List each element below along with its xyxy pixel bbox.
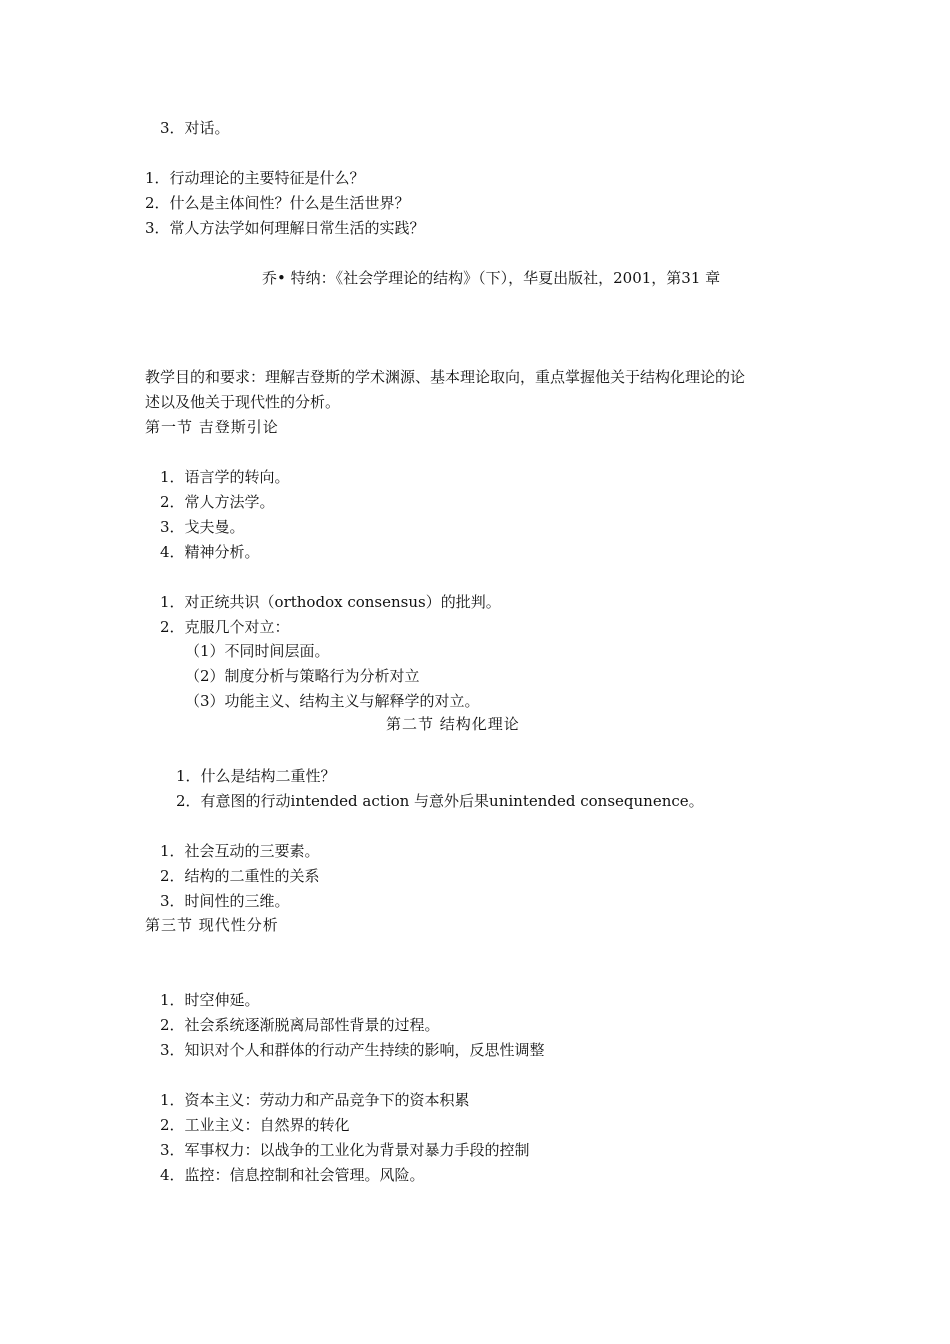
list-item: 4．精神分析。 [160,543,260,561]
list-item: 2．工业主义：自然界的转化 [160,1116,350,1134]
paragraph-line: 述以及他关于现代性的分析。 [145,393,341,411]
list-item: 1．语言学的转向。 [160,468,290,486]
list-item: 4．监控：信息控制和社会管理。风险。 [160,1166,425,1184]
list-item: 1．资本主义：劳动力和产品竞争下的资本积累 [160,1091,470,1109]
list-item: 1．行动理论的主要特征是什么？ [145,169,365,187]
list-item: 2．常人方法学。 [160,493,275,511]
list-item: 3．戈夫曼。 [160,518,245,536]
list-item: 1．时空伸延。 [160,991,260,1009]
list-item: 2．结构的二重性的关系 [160,867,320,885]
section-title: 第一节 吉登斯引论 [145,418,279,436]
sub-list-item: （3）功能主义、结构主义与解释学的对立。 [185,692,480,710]
list-item: 2．有意图的行动intended action 与意外后果unintended consequnence。 [176,792,704,810]
list-item: 1．社会互动的三要素。 [160,842,320,860]
sub-list-item: （2）制度分析与策略行为分析对立 [185,667,420,685]
list-item: 3．知识对个人和群体的行动产生持续的影响，反思性调整 [160,1041,545,1059]
list-item: 2．社会系统逐渐脱离局部性背景的过程。 [160,1016,440,1034]
list-item: 3．时间性的三维。 [160,892,290,910]
section-title: 第三节 现代性分析 [145,916,279,934]
paragraph-line: 教学目的和要求：理解吉登斯的学术渊源、基本理论取向，重点掌握他关于结构化理论的论 [145,368,746,386]
list-item: 3．对话。 [160,119,230,137]
reference: 乔• 特纳：《社会学理论的结构》（下），华夏出版社，2001，第31 章 [262,269,721,287]
list-item: 2．什么是主体间性？什么是生活世界？ [145,194,410,212]
list-item: 3．军事权力：以战争的工业化为背景对暴力手段的控制 [160,1141,530,1159]
list-item: 2．克服几个对立： [160,618,290,636]
list-item: 1．对正统共识（orthodox consensus）的批判。 [160,593,501,611]
section-title: 第二节 结构化理论 [386,715,520,733]
list-item: 3．常人方法学如何理解日常生活的实践？ [145,219,425,237]
sub-list-item: （1）不同时间层面。 [185,642,330,660]
list-item: 1．什么是结构二重性？ [176,767,336,785]
